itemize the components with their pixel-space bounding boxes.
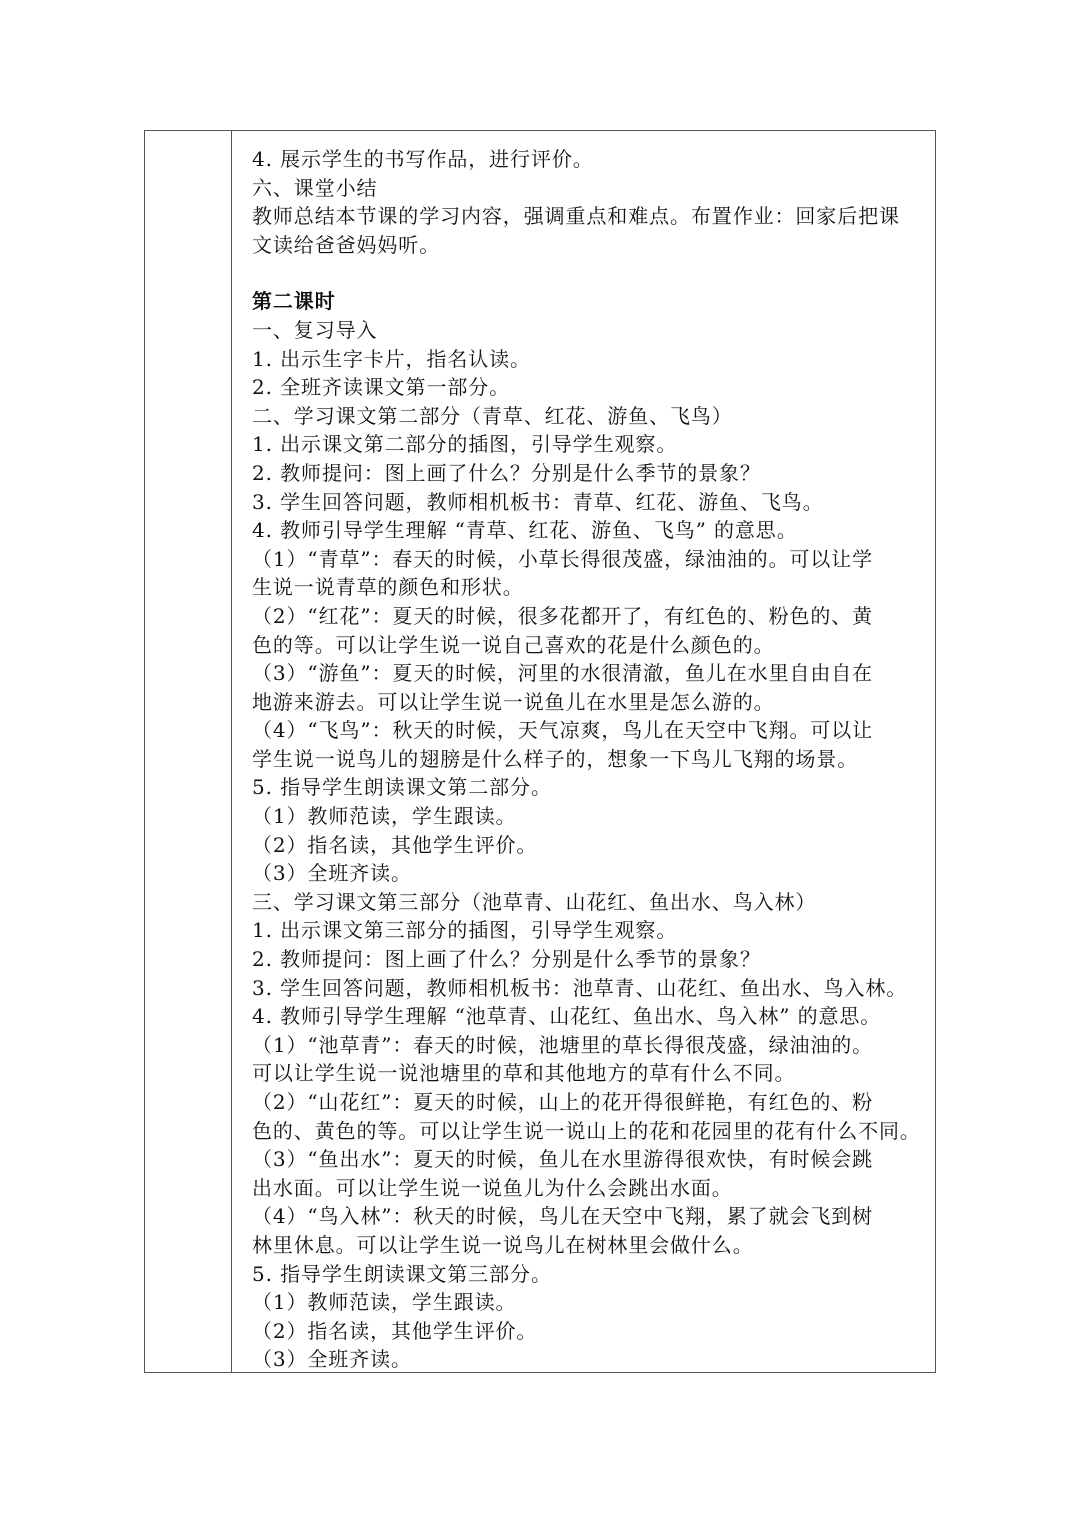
text-line: 三、学习课文第三部分（池草青、山花红、鱼出水、鸟入林）	[252, 889, 817, 914]
text-line: 二、学习课文第二部分（青草、红花、游鱼、飞鸟）	[252, 403, 733, 428]
text-line: 1. 出示课文第三部分的插图，引导学生观察。	[252, 918, 678, 943]
text-line: （1）教师范读，学生跟读。	[252, 1290, 517, 1315]
text-line: 一、复习导入	[252, 317, 378, 342]
text-line: （1）教师范读，学生跟读。	[252, 804, 517, 829]
text-line: （3）“游鱼”：夏天的时候，河里的水很清澈，鱼儿在水里自由自在	[252, 661, 874, 686]
text-line: （1）“池草青”：春天的时候，池塘里的草长得很茂盛，绿油油的。	[252, 1032, 874, 1057]
text-line: 5. 指导学生朗读课文第三部分。	[252, 1261, 552, 1286]
text-line: 生说一说青草的颜色和形状。	[252, 575, 524, 600]
lesson-content	[252, 145, 932, 1374]
lesson-plan-table	[144, 130, 936, 1373]
text-line: （2）“山花红”：夏天的时候，山上的花开得很鲜艳，有红色的、粉	[252, 1090, 874, 1114]
text-line: （2）“红花”：夏天的时候，很多花都开了，有红色的、粉色的、黄	[252, 603, 874, 628]
text-line: 文读给爸爸妈妈听。	[252, 232, 441, 257]
text-line: 教师总结本节课的学习内容，强调重点和难点。布置作业：回家后把课	[252, 204, 900, 229]
text-line: 可以让学生说一说池塘里的草和其他地方的草有什么不同。	[252, 1061, 796, 1086]
section-heading: 第二课时	[252, 289, 336, 314]
text-line: 3. 学生回答问题，教师相机板书：青草、红花、游鱼、飞鸟。	[252, 489, 824, 514]
text-line: （3）全班齐读。	[252, 861, 412, 886]
text-line: 地游来游去。可以让学生说一说鱼儿在水里是怎么游的。	[252, 689, 775, 714]
label-column	[145, 131, 232, 1372]
text-line: 2. 教师提问：图上画了什么？分别是什么季节的景象？	[252, 460, 761, 485]
text-line: （4）“飞鸟”：秋天的时候，天气凉爽，鸟儿在天空中飞翔。可以让	[252, 718, 874, 743]
text-line: 4. 展示学生的书写作品，进行评价。	[252, 147, 594, 171]
text-line: 色的等。可以让学生说一说自己喜欢的花是什么颜色的。	[252, 632, 775, 657]
blank-line	[252, 259, 932, 287]
text-line: 1. 出示课文第二部分的插图，引导学生观察。	[252, 432, 678, 457]
text-line: （2）指名读，其他学生评价。	[252, 1318, 538, 1343]
text-line: 色的、黄色的等。可以让学生说一说山上的花和花园里的花有什么不同。	[252, 1118, 921, 1143]
text-line: 4. 教师引导学生理解 “池草青、山花红、鱼出水、鸟入林” 的意思。	[252, 1004, 882, 1029]
text-line: （3）全班齐读。	[252, 1347, 412, 1372]
text-line: 2. 全班齐读课文第一部分。	[252, 375, 511, 400]
text-line: 4. 教师引导学生理解 “青草、红花、游鱼、飞鸟” 的意思。	[252, 518, 798, 543]
text-line: （4）“鸟入林”：秋天的时候，鸟儿在天空中飞翔，累了就会飞到树	[252, 1204, 874, 1229]
text-line: 2. 教师提问：图上画了什么？分别是什么季节的景象？	[252, 947, 761, 972]
text-line: 学生说一说鸟儿的翅膀是什么样子的，想象一下鸟儿飞翔的场景。	[252, 746, 859, 771]
text-line: 六、课堂小结	[252, 175, 378, 200]
text-line: （2）指名读，其他学生评价。	[252, 832, 538, 857]
text-line: 1. 出示生字卡片，指名认读。	[252, 346, 531, 371]
text-line: 5. 指导学生朗读课文第二部分。	[252, 775, 552, 800]
text-line: 出水面。可以让学生说一说鱼儿为什么会跳出水面。	[252, 1175, 733, 1200]
text-line: 林里休息。可以让学生说一说鸟儿在树林里会做什么。	[252, 1232, 754, 1257]
text-line: （3）“鱼出水”：夏天的时候，鱼儿在水里游得很欢快，有时候会跳	[252, 1147, 874, 1172]
text-line: 3. 学生回答问题，教师相机板书：池草青、山花红、鱼出水、鸟入林。	[252, 975, 908, 1000]
text-line: （1）“青草”：春天的时候，小草长得很茂盛，绿油油的。可以让学	[252, 546, 874, 571]
